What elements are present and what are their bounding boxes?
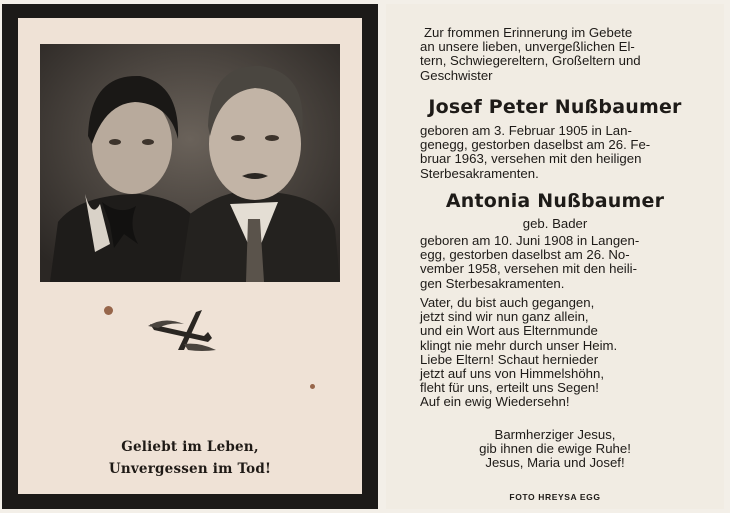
- poem-line: jetzt sind wir nun ganz allein,: [420, 309, 589, 325]
- bio-line: geboren am 3. Februar 1905 in Lan-: [420, 123, 632, 138]
- poem-line: und ein Wort aus Elternmunde: [420, 323, 598, 339]
- bio-line: bruar 1963, versehen mit den heiligen: [420, 151, 642, 167]
- poem-line: Liebe Eltern! Schaut hernieder: [420, 351, 599, 367]
- stain: [310, 384, 315, 389]
- poem-line: fleht für uns, erteilt uns Segen!: [420, 380, 599, 396]
- cross-with-palm-icon: [144, 306, 224, 356]
- poem-line: Vater, du bist auch gegangen,: [420, 295, 595, 310]
- poem-line: jetzt auf uns von Himmelshöhn,: [420, 366, 604, 382]
- prayer: [386, 428, 724, 471]
- person1-bio: [386, 124, 730, 181]
- prayer-line: Jesus, Maria und Josef!: [485, 455, 625, 471]
- intro-line: Zur frommen Erinnerung im Gebete: [424, 25, 633, 40]
- person2-bio: [386, 234, 730, 291]
- verse-line: Geliebt im Leben,: [121, 439, 259, 455]
- person2-maiden-name: geb. Bader: [522, 216, 588, 231]
- person2-name: Antonia Nußbaumer: [445, 190, 665, 212]
- right-card: [386, 4, 724, 509]
- intro-line: Geschwister: [420, 67, 493, 83]
- intro-text: [386, 26, 730, 83]
- bio-line: egg, gestorben daselbst am 26. No-: [420, 247, 630, 263]
- bio-line: vember 1958, versehen mit den heili-: [420, 261, 637, 277]
- photo-credit: FOTO HREYSA EGG: [509, 492, 601, 502]
- memorial-verse: [18, 436, 362, 480]
- prayer-line: Barmherziger Jesus,: [494, 427, 616, 442]
- intro-line: tern, Schwiegereltern, Großeltern und: [420, 53, 641, 69]
- left-card: [2, 4, 378, 509]
- stain: [104, 306, 113, 315]
- prayer-line: gib ihnen die ewige Ruhe!: [479, 441, 631, 457]
- portrait-photo: [40, 44, 340, 282]
- bio-line: gen Sterbesakramenten.: [420, 275, 565, 291]
- person1-name: Josef Peter Nußbaumer: [428, 96, 682, 118]
- left-card-inner: [18, 18, 362, 494]
- poem-line: klingt nie mehr durch unser Heim.: [420, 337, 618, 353]
- bio-line: geboren am 10. Juni 1908 in Langen-: [420, 233, 640, 248]
- bio-line: Sterbesakramenten.: [420, 165, 539, 181]
- poem: [386, 296, 730, 410]
- intro-line: an unsere lieben, unvergeßlichen El-: [420, 39, 635, 55]
- bio-line: genegg, gestorben daselbst am 26. Fe-: [420, 137, 651, 153]
- poem-line: Auf ein ewig Wiedersehn!: [420, 394, 570, 410]
- verse-line: Unvergessen im Tod!: [108, 461, 272, 477]
